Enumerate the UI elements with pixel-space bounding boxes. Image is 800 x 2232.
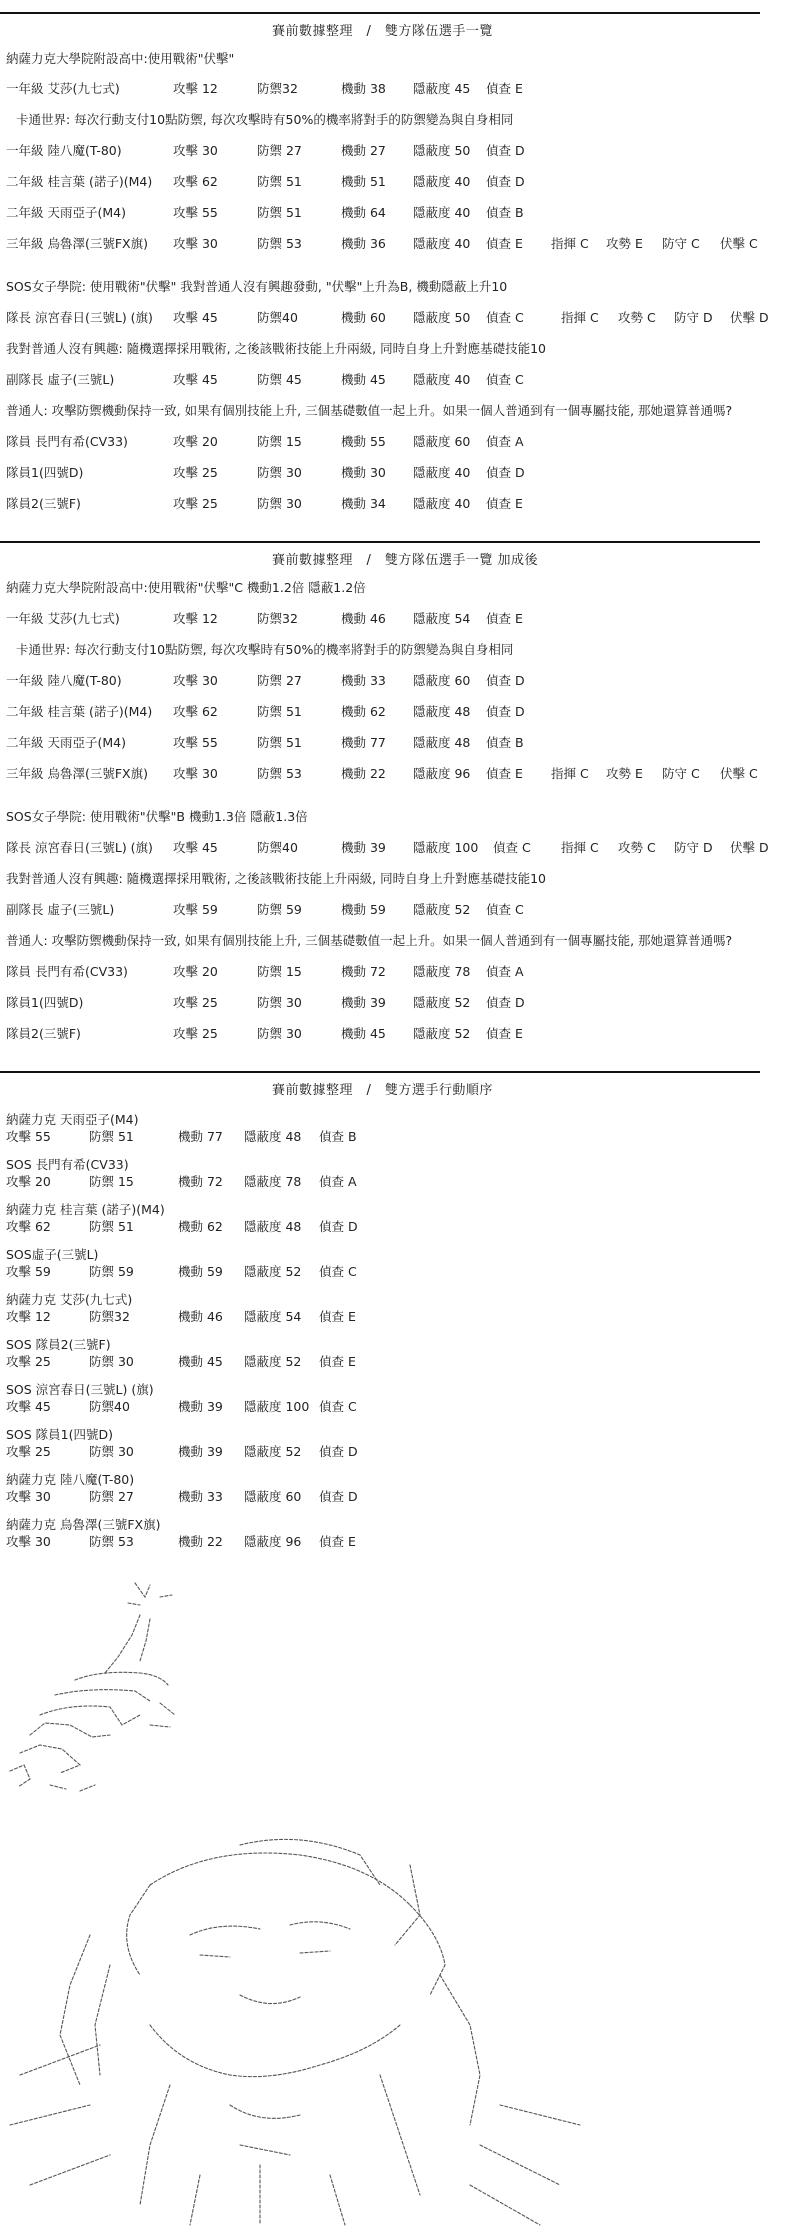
order-entry (6, 1110, 357, 1144)
unit-recon: 偵查 D (486, 704, 525, 719)
unit-recon: 偵查 C (486, 372, 524, 387)
unit-name: 二年級 天雨亞子(M4) (6, 205, 126, 220)
unit-name: 副隊長 虛子(三號L) (6, 902, 115, 917)
unit-defense: 防禦 27 (257, 143, 302, 158)
team-title: SOS女子學院: 使用戰術"伏擊"B 機動1.3倍 隱蔽1.3倍 (6, 809, 308, 824)
unit-stealth: 隱蔽度 48 (413, 704, 471, 719)
order-defense: 防禦 53 (89, 1534, 134, 1549)
unit-defense: 防禦 30 (257, 1026, 302, 1041)
unit-name: 副隊長 虛子(三號L) (6, 372, 115, 387)
order-attack: 攻擊 25 (6, 1354, 51, 1369)
unit-name: 二年級 桂言葉 (諾子)(M4) (6, 704, 153, 719)
order-stats (6, 1442, 358, 1459)
unit-defense: 防禦 51 (257, 704, 302, 719)
unit-offense: 攻勢 E (606, 766, 643, 781)
unit-name: 二年級 桂言葉 (諾子)(M4) (6, 174, 153, 189)
order-stealth: 隱蔽度 100 (244, 1399, 310, 1414)
unit-recon: 偵查 D (486, 673, 525, 688)
order-defense: 防禦 59 (89, 1264, 134, 1279)
unit-stealth: 隱蔽度 100 (413, 840, 479, 855)
skill-note: 卡通世界: 每次行動支付10點防禦, 每次攻擊時有50%的機率將對手的防禦變為與自身相同 (16, 112, 514, 127)
order-stats (6, 1532, 356, 1549)
unit-recon: 偵查 C (486, 902, 524, 917)
unit-mobility: 機動 60 (341, 310, 386, 325)
order-defense: 防禦 30 (89, 1354, 134, 1369)
unit-attack: 攻擊 45 (173, 310, 218, 325)
unit-attack: 攻擊 45 (173, 372, 218, 387)
unit-mobility: 機動 64 (341, 205, 386, 220)
unit-mobility: 機動 33 (341, 673, 386, 688)
unit-command: 指揮 C (561, 840, 599, 855)
unit-attack: 攻擊 30 (173, 673, 218, 688)
unit-stealth: 隱蔽度 54 (413, 611, 471, 626)
unit-stealth: 隱蔽度 40 (413, 205, 471, 220)
order-stealth: 隱蔽度 96 (244, 1534, 302, 1549)
order-entry (6, 1335, 356, 1369)
unit-attack: 攻擊 55 (173, 205, 218, 220)
order-entry (6, 1380, 357, 1414)
unit-name: 二年級 天雨亞子(M4) (6, 735, 126, 750)
unit-attack: 攻擊 25 (173, 465, 218, 480)
order-stealth: 隱蔽度 48 (244, 1219, 302, 1234)
section-header (0, 1071, 760, 1103)
order-mobility: 機動 59 (178, 1264, 223, 1279)
order-recon: 偵查 C (319, 1399, 357, 1414)
unit-recon: 偵查 D (486, 995, 525, 1010)
unit-attack: 攻擊 25 (173, 995, 218, 1010)
unit-recon: 偵查 D (486, 465, 525, 480)
unit-defense: 防禦 51 (257, 205, 302, 220)
unit-recon: 偵查 D (486, 143, 525, 158)
unit-attack: 攻擊 62 (173, 174, 218, 189)
unit-recon: 偵查 B (486, 735, 524, 750)
unit-stealth: 隱蔽度 52 (413, 902, 471, 917)
unit-defense: 防禦 51 (257, 735, 302, 750)
boosted-roster-section (0, 541, 760, 573)
order-stats (6, 1352, 356, 1369)
unit-defense: 防禦40 (257, 840, 298, 855)
action-order-section (0, 1071, 760, 1103)
unit-stealth: 隱蔽度 40 (413, 236, 471, 251)
unit-name: 隊員1(四號D) (6, 995, 84, 1010)
skill-note: 普通人: 攻擊防禦機動保持一致, 如果有個別技能上升, 三個基礎數值一起上升。如果一個人普通到有一個專屬技能, 那她還算普通嗎? (6, 403, 733, 418)
unit-stealth: 隱蔽度 40 (413, 174, 471, 189)
unit-command: 指揮 C (551, 766, 589, 781)
unit-offense: 攻勢 E (606, 236, 643, 251)
unit-mobility: 機動 39 (341, 840, 386, 855)
unit-attack: 攻擊 55 (173, 735, 218, 750)
unit-stealth: 隱蔽度 78 (413, 964, 471, 979)
unit-defense: 防禦 51 (257, 174, 302, 189)
unit-defense: 防禦32 (257, 611, 298, 626)
unit-stealth: 隱蔽度 60 (413, 434, 471, 449)
unit-name: 三年級 烏魯澤(三號FX旗) (6, 766, 148, 781)
order-stealth: 隱蔽度 78 (244, 1174, 302, 1189)
order-stealth: 隱蔽度 60 (244, 1489, 302, 1504)
unit-ambush: 伏擊 D (730, 310, 769, 325)
order-mobility: 機動 33 (178, 1489, 223, 1504)
section-title: 賽前數據整理 / 雙方隊伍選手一覽 (272, 24, 493, 39)
unit-stealth: 隱蔽度 52 (413, 995, 471, 1010)
unit-attack: 攻擊 12 (173, 611, 218, 626)
order-name: 納薩力克 天雨亞子(M4) (6, 1112, 139, 1127)
order-name: 納薩力克 桂言葉 (諾子)(M4) (6, 1202, 165, 1217)
order-attack: 攻擊 20 (6, 1174, 51, 1189)
order-defense: 防禦 51 (89, 1129, 134, 1144)
unit-defense: 防禦 30 (257, 496, 302, 511)
unit-stealth: 隱蔽度 60 (413, 673, 471, 688)
unit-name: 隊員2(三號F) (6, 1026, 81, 1041)
order-mobility: 機動 45 (178, 1354, 223, 1369)
order-name: 納薩力克 艾莎(九七式) (6, 1292, 133, 1307)
unit-mobility: 機動 59 (341, 902, 386, 917)
order-stealth: 隱蔽度 54 (244, 1309, 302, 1324)
order-name: 納薩力克 烏魯澤(三號FX旗) (6, 1517, 161, 1532)
order-mobility: 機動 39 (178, 1444, 223, 1459)
unit-defense: 防禦 15 (257, 964, 302, 979)
unit-stealth: 隱蔽度 96 (413, 766, 471, 781)
unit-recon: 偵查 C (493, 840, 531, 855)
unit-mobility: 機動 22 (341, 766, 386, 781)
order-mobility: 機動 39 (178, 1399, 223, 1414)
unit-mobility: 機動 36 (341, 236, 386, 251)
team-title: 納薩力克大學院附設高中:使用戰術"伏擊"C 機動1.2倍 隱蔽1.2倍 (6, 580, 366, 595)
unit-recon: 偵查 A (486, 964, 524, 979)
unit-mobility: 機動 27 (341, 143, 386, 158)
order-entry (6, 1515, 356, 1549)
unit-recon: 偵查 E (486, 236, 523, 251)
order-stats (6, 1487, 358, 1504)
order-stats (6, 1217, 358, 1234)
unit-mobility: 機動 77 (341, 735, 386, 750)
unit-stealth: 隱蔽度 40 (413, 465, 471, 480)
unit-ambush: 伏擊 C (720, 766, 758, 781)
order-attack: 攻擊 62 (6, 1219, 51, 1234)
skill-note: 普通人: 攻擊防禦機動保持一致, 如果有個別技能上升, 三個基礎數值一起上升。如果一個人普通到有一個專屬技能, 那她還算普通嗎? (6, 933, 733, 948)
unit-attack: 攻擊 59 (173, 902, 218, 917)
skill-note: 卡通世界: 每次行動支付10點防禦, 每次攻擊時有50%的機率將對手的防禦變為與自身相同 (16, 642, 514, 657)
unit-recon: 偵查 E (486, 1026, 523, 1041)
order-name: SOS 長門有希(CV33) (6, 1157, 129, 1172)
order-stealth: 隱蔽度 52 (244, 1354, 302, 1369)
order-entry (6, 1155, 357, 1189)
order-entry (6, 1425, 358, 1459)
unit-ambush: 伏擊 C (720, 236, 758, 251)
unit-mobility: 機動 45 (341, 372, 386, 387)
unit-offense: 攻勢 C (618, 840, 656, 855)
unit-attack: 攻擊 62 (173, 704, 218, 719)
unit-attack: 攻擊 12 (173, 81, 218, 96)
order-attack: 攻擊 45 (6, 1399, 51, 1414)
order-mobility: 機動 62 (178, 1219, 223, 1234)
unit-defense: 防禦 27 (257, 673, 302, 688)
unit-name: 隊長 涼宮春日(三號L) (旗) (6, 840, 153, 855)
order-stats (6, 1127, 357, 1144)
unit-recon: 偵查 E (486, 496, 523, 511)
unit-defend: 防守 D (674, 840, 713, 855)
order-name: SOS 隊員1(四號D) (6, 1427, 114, 1442)
unit-offense: 攻勢 C (618, 310, 656, 325)
large-character-art (0, 1825, 600, 2232)
unit-stealth: 隱蔽度 50 (413, 143, 471, 158)
order-recon: 偵查 D (319, 1489, 358, 1504)
order-stealth: 隱蔽度 52 (244, 1444, 302, 1459)
unit-attack: 攻擊 45 (173, 840, 218, 855)
order-entry (6, 1245, 357, 1279)
unit-mobility: 機動 51 (341, 174, 386, 189)
order-recon: 偵查 C (319, 1264, 357, 1279)
unit-recon: 偵查 E (486, 611, 523, 626)
order-attack: 攻擊 30 (6, 1489, 51, 1504)
unit-recon: 偵查 E (486, 81, 523, 96)
order-entry (6, 1470, 358, 1504)
unit-defend: 防守 C (662, 236, 700, 251)
unit-stealth: 隱蔽度 48 (413, 735, 471, 750)
unit-defense: 防禦40 (257, 310, 298, 325)
unit-attack: 攻擊 30 (173, 236, 218, 251)
section-header (0, 12, 760, 44)
unit-stealth: 隱蔽度 40 (413, 372, 471, 387)
unit-name: 一年級 陸八魔(T-80) (6, 673, 122, 688)
unit-defend: 防守 D (674, 310, 713, 325)
section-header (0, 541, 760, 573)
unit-attack: 攻擊 30 (173, 766, 218, 781)
unit-command: 指揮 C (561, 310, 599, 325)
unit-defense: 防禦32 (257, 81, 298, 96)
unit-name: 隊員2(三號F) (6, 496, 81, 511)
unit-defense: 防禦 53 (257, 766, 302, 781)
order-mobility: 機動 77 (178, 1129, 223, 1144)
unit-defense: 防禦 45 (257, 372, 302, 387)
order-name: SOS 涼宮春日(三號L) (旗) (6, 1382, 154, 1397)
unit-name: 隊員 長門有希(CV33) (6, 434, 128, 449)
order-recon: 偵查 A (319, 1174, 357, 1189)
order-mobility: 機動 22 (178, 1534, 223, 1549)
order-recon: 偵查 E (319, 1354, 356, 1369)
unit-mobility: 機動 46 (341, 611, 386, 626)
small-character-art (0, 1575, 240, 1805)
order-defense: 防禦 15 (89, 1174, 134, 1189)
unit-mobility: 機動 34 (341, 496, 386, 511)
order-recon: 偵查 B (319, 1129, 357, 1144)
unit-ambush: 伏擊 D (730, 840, 769, 855)
unit-stealth: 隱蔽度 50 (413, 310, 471, 325)
unit-defense: 防禦 59 (257, 902, 302, 917)
order-recon: 偵查 E (319, 1309, 356, 1324)
unit-mobility: 機動 55 (341, 434, 386, 449)
order-name: 納薩力克 陸八魔(T-80) (6, 1472, 135, 1487)
order-name: SOS 隊員2(三號F) (6, 1337, 111, 1352)
unit-recon: 偵查 C (486, 310, 524, 325)
order-recon: 偵查 D (319, 1219, 358, 1234)
order-mobility: 機動 72 (178, 1174, 223, 1189)
order-stats (6, 1262, 357, 1279)
section-title: 賽前數據整理 / 雙方隊伍選手一覽 加成後 (272, 553, 539, 568)
unit-attack: 攻擊 25 (173, 496, 218, 511)
unit-defense: 防禦 53 (257, 236, 302, 251)
section-title: 賽前數據整理 / 雙方選手行動順序 (272, 1083, 493, 1098)
order-stats (6, 1172, 357, 1189)
team-title: SOS女子學院: 使用戰術"伏擊" 我對普通人沒有興趣發動, "伏擊"上升為B, 機動隱蔽上升10 (6, 279, 508, 294)
order-entry (6, 1290, 356, 1324)
team-title: 納薩力克大學院附設高中:使用戰術"伏擊" (6, 51, 235, 66)
unit-stealth: 隱蔽度 40 (413, 496, 471, 511)
order-attack: 攻擊 59 (6, 1264, 51, 1279)
unit-mobility: 機動 39 (341, 995, 386, 1010)
unit-name: 隊員1(四號D) (6, 465, 84, 480)
order-stats (6, 1307, 356, 1324)
skill-note: 我對普通人沒有興趣: 隨機選擇採用戰術, 之後該戰術技能上升兩級, 同時自身上升對應基礎技能10 (6, 341, 546, 356)
order-recon: 偵查 D (319, 1444, 358, 1459)
unit-mobility: 機動 30 (341, 465, 386, 480)
unit-mobility: 機動 38 (341, 81, 386, 96)
unit-mobility: 機動 45 (341, 1026, 386, 1041)
unit-name: 隊長 涼宮春日(三號L) (旗) (6, 310, 153, 325)
unit-name: 一年級 艾莎(九七式) (6, 81, 120, 96)
unit-command: 指揮 C (551, 236, 589, 251)
order-defense: 防禦 51 (89, 1219, 134, 1234)
order-attack: 攻擊 30 (6, 1534, 51, 1549)
unit-name: 隊員 長門有希(CV33) (6, 964, 128, 979)
unit-mobility: 機動 62 (341, 704, 386, 719)
unit-stealth: 隱蔽度 45 (413, 81, 471, 96)
unit-defend: 防守 C (662, 766, 700, 781)
unit-defense: 防禦 30 (257, 995, 302, 1010)
unit-recon: 偵查 B (486, 205, 524, 220)
unit-attack: 攻擊 25 (173, 1026, 218, 1041)
skill-note: 我對普通人沒有興趣: 隨機選擇採用戰術, 之後該戰術技能上升兩級, 同時自身上升對應基礎技能10 (6, 871, 546, 886)
order-attack: 攻擊 12 (6, 1309, 51, 1324)
unit-defense: 防禦 15 (257, 434, 302, 449)
unit-name: 三年級 烏魯澤(三號FX旗) (6, 236, 148, 251)
order-stealth: 隱蔽度 48 (244, 1129, 302, 1144)
order-entry (6, 1200, 358, 1234)
order-defense: 防禦 30 (89, 1444, 134, 1459)
order-defense: 防禦40 (89, 1399, 130, 1414)
order-attack: 攻擊 55 (6, 1129, 51, 1144)
order-stealth: 隱蔽度 52 (244, 1264, 302, 1279)
unit-recon: 偵查 A (486, 434, 524, 449)
unit-name: 一年級 艾莎(九七式) (6, 611, 120, 626)
unit-stealth: 隱蔽度 52 (413, 1026, 471, 1041)
unit-defense: 防禦 30 (257, 465, 302, 480)
order-stats (6, 1397, 357, 1414)
unit-attack: 攻擊 30 (173, 143, 218, 158)
order-recon: 偵查 E (319, 1534, 356, 1549)
order-attack: 攻擊 25 (6, 1444, 51, 1459)
unit-mobility: 機動 72 (341, 964, 386, 979)
unit-attack: 攻擊 20 (173, 964, 218, 979)
unit-recon: 偵查 D (486, 174, 525, 189)
order-name: SOS虛子(三號L) (6, 1247, 99, 1262)
unit-recon: 偵查 E (486, 766, 523, 781)
order-defense: 防禦 27 (89, 1489, 134, 1504)
order-defense: 防禦32 (89, 1309, 130, 1324)
unit-attack: 攻擊 20 (173, 434, 218, 449)
unit-name: 一年級 陸八魔(T-80) (6, 143, 122, 158)
order-mobility: 機動 46 (178, 1309, 223, 1324)
roster-section (0, 12, 760, 44)
